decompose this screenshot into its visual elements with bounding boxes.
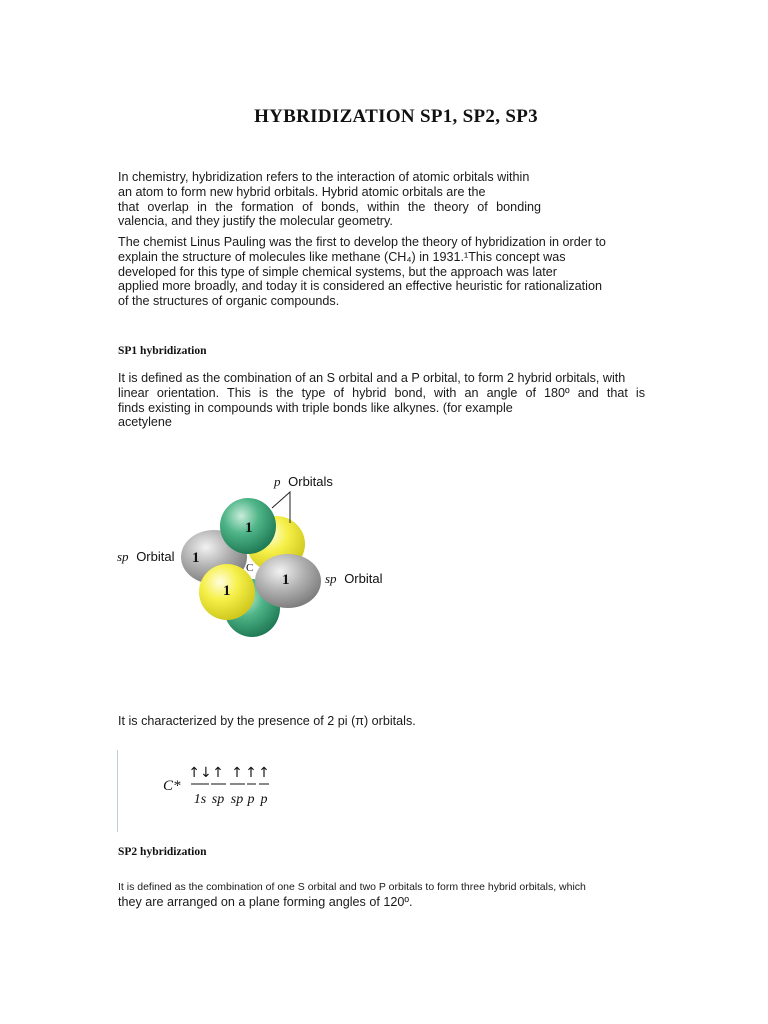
intro-line: valencia, and they justify the molecular geometry. [118,214,393,229]
sp1-line: finds existing in compounds with triple bonds like alkynes. (for example [118,400,513,415]
config-arrows: ↑ [212,765,224,781]
pauling-line: developed for this type of simple chemical systems, but the approach was later [118,264,557,279]
pauling-line: The chemist Linus Pauling was the first to develop the theory of hybridization in order to [118,235,606,249]
electron-mark: 1 [192,550,200,566]
sp-orbital-right-label: sp Orbital [325,571,383,586]
sp1-line-text: linear orientation. This is the type of hybrid bond, with an angle of 180º and that is [118,385,645,400]
config-arrows: ↑ [258,765,270,781]
pauling-paragraph [118,235,606,309]
config-orbital-label: sp [230,792,244,807]
config-left-border [117,750,118,832]
config-orbital-label: 1s [193,792,207,807]
config-orbital-label: p [247,792,255,807]
sp2-line-1: It is defined as the combination of one S orbital and two P orbitals to form three hybrid orbitals, which [118,881,586,893]
sp-orbital-figure [112,468,402,643]
config-arrows: ↑ [245,765,257,781]
sp1-line: acetylene [118,415,172,430]
electron-mark: 1 [245,520,253,536]
config-atom-label: C* [163,778,181,794]
config-box-sp [230,765,245,807]
sp1-heading: SP1 hybridization [118,345,207,357]
electron-mark: 1 [223,583,231,599]
config-box-p [245,765,257,807]
sp1-line [118,386,645,401]
config-box-1s [188,765,211,807]
electron-configuration [160,758,290,813]
center-atom-label: C [246,562,254,574]
config-box-p [258,765,270,807]
intro-line [118,200,541,215]
intro-paragraph [118,170,541,229]
intro-line: In chemistry, hybridization refers to the interaction of atomic orbitals within [118,170,530,184]
config-orbital-label: p [260,792,268,807]
sp1-line: It is defined as the combination of an S orbital and a P orbital, to form 2 hybrid orbitals, with [118,371,626,385]
config-orbital-label: sp [211,792,225,807]
pauling-line: of the structures of organic compounds. [118,294,340,309]
config-arrows: ↑↓ [188,765,212,781]
electron-mark: 1 [282,572,290,588]
config-box-sp [211,765,226,807]
intro-line-text: that overlap in the formation of bonds, within the theory of bonding [118,199,541,214]
p-orbitals-label: p Orbitals [274,474,333,489]
pauling-line: explain the structure of molecules like methane (CH₄) in 1931.¹This concept was [118,249,566,264]
sp2-line-2: they are arranged on a plane forming angles of 120º. [118,895,413,909]
sp1-paragraph [118,371,645,430]
sp2-heading: SP2 hybridization [118,846,207,858]
pi-orbitals-sentence: It is characterized by the presence of 2 pi (π) orbitals. [118,714,416,728]
config-arrows: ↑ [231,765,243,781]
intro-line: an atom to form new hybrid orbitals. Hybrid atomic orbitals are the [118,184,486,199]
pauling-line: applied more broadly, and today it is considered an effective heuristic for rationalization [118,279,602,294]
sp-orbital-left-label: sp Orbital [117,549,175,564]
page-title: HYBRIDIZATION SP1, SP2, SP3 [254,106,538,127]
